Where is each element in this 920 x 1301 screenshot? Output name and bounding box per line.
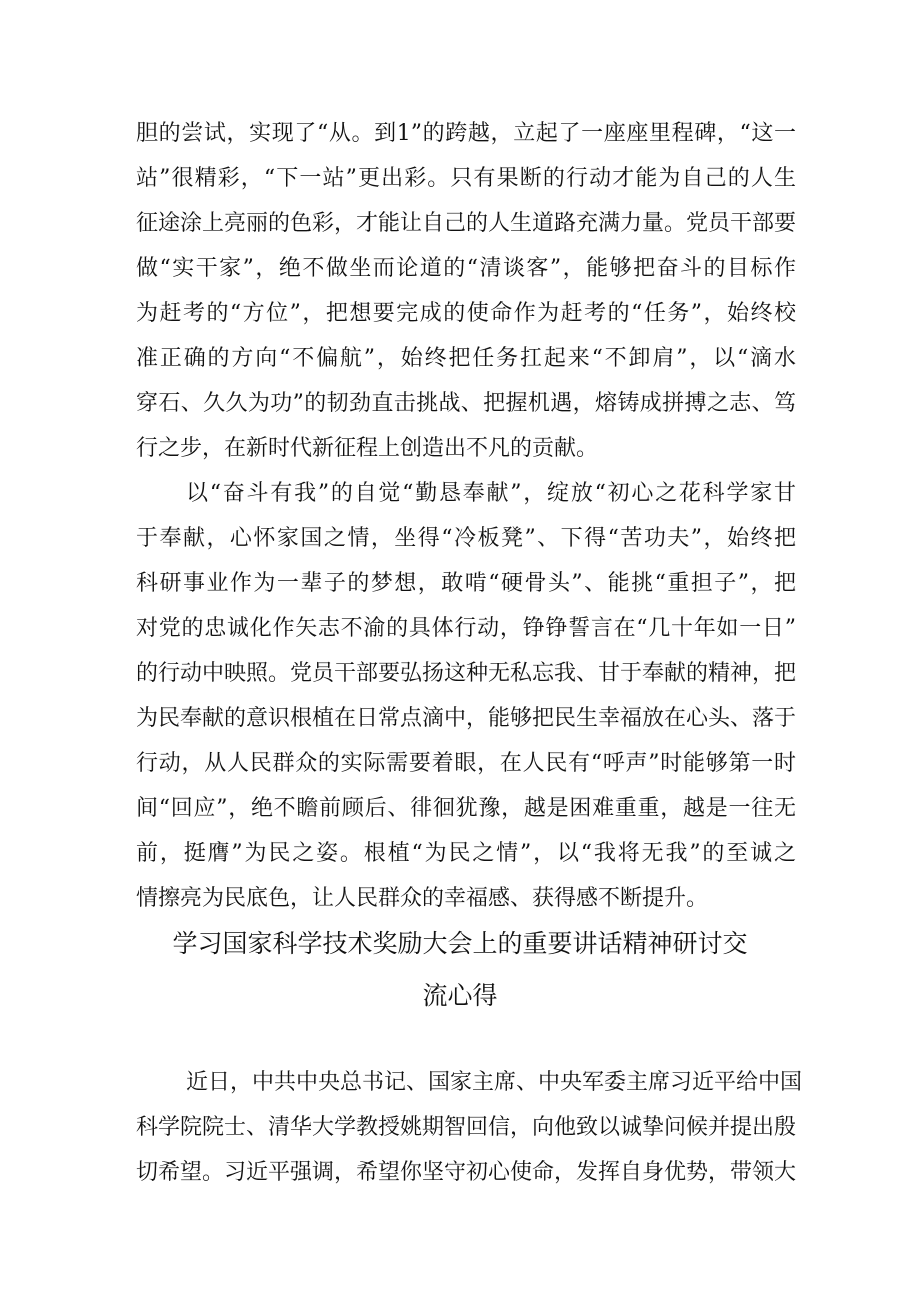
text-line: 为赶考的“方位”，把想要完成的使命作为赶考的“任务”，始终校	[136, 301, 796, 326]
text-line: 切希望。习近平强调，希望你坚守初心使命，发挥自身优势，带领大	[136, 1160, 797, 1185]
text-line: 为民奉献的意识根植在日常点滴中，能够把民生幸福放在心头、落于	[136, 706, 797, 731]
text-line: 做“实干家”，绝不做坐而论道的“清谈客”，能够把奋斗的目标作	[136, 256, 796, 281]
text-line: 站”很精彩，“下一站”更出彩。只有果断的行动才能为自己的人生	[136, 166, 796, 191]
text-line: 于奉献，心怀家国之情，坐得“冷板凳”、下得“苦功夫”，始终把	[136, 526, 796, 551]
text-line: 胆的尝试，实现了“从。到1”的跨越，立起了一座座里程碑，“这一	[136, 121, 796, 146]
text-line: 穿石、久久为功”的韧劲直击挑战、把握机遇，熔铸成拼搏之志、笃	[136, 391, 796, 416]
text-line: 以“奋斗有我”的自觉“勤恳奉献”，绽放“初心之花科学家甘	[186, 481, 796, 506]
text-line: 行动，从人民群众的实际需要着眼，在人民有“呼声”时能够第一时	[136, 751, 796, 776]
heading-line-2: 流心得	[422, 981, 498, 1010]
text-line: 科学院院士、清华大学教授姚期智回信，向他致以诚挚问候并提出殷	[136, 1115, 797, 1140]
text-line: 情擦亮为民底色，让人民群众的幸福感、获得感不断提升。	[136, 886, 709, 911]
text-line: 对党的忠诚化作矢志不渝的具体行动，铮铮誓言在“几十年如一日”	[136, 616, 796, 641]
text-line: 科研事业作为一辈子的梦想，敢啃“硬骨头”、能挑“重担子”，把	[136, 571, 796, 596]
text-line: 征途涂上亮丽的色彩，才能让自己的人生道路充满力量。党员干部要	[136, 211, 797, 236]
text-line: 的行动中映照。党员干部要弘扬这种无私忘我、甘于奉献的精神，把	[136, 661, 797, 686]
text-line: 前，挺膺”为民之姿。根植“为民之情”，以“我将无我”的至诚之	[136, 841, 796, 866]
text-line: 行之步，在新时代新征程上创造出不凡的贡献。	[136, 436, 599, 461]
text-line: 间“回应”，绝不瞻前顾后、徘徊犹豫，越是困难重重，越是一往无	[136, 796, 796, 821]
text-line: 准正确的方向“不偏航”，始终把任务扛起来“不卸肩”，以“滴水	[136, 346, 796, 371]
heading-line-1: 学习国家科学技术奖励大会上的重要讲话精神研讨交	[172, 929, 748, 958]
text-line: 近日，中共中央总书记、国家主席、中央军委主席习近平给中国	[186, 1070, 803, 1095]
